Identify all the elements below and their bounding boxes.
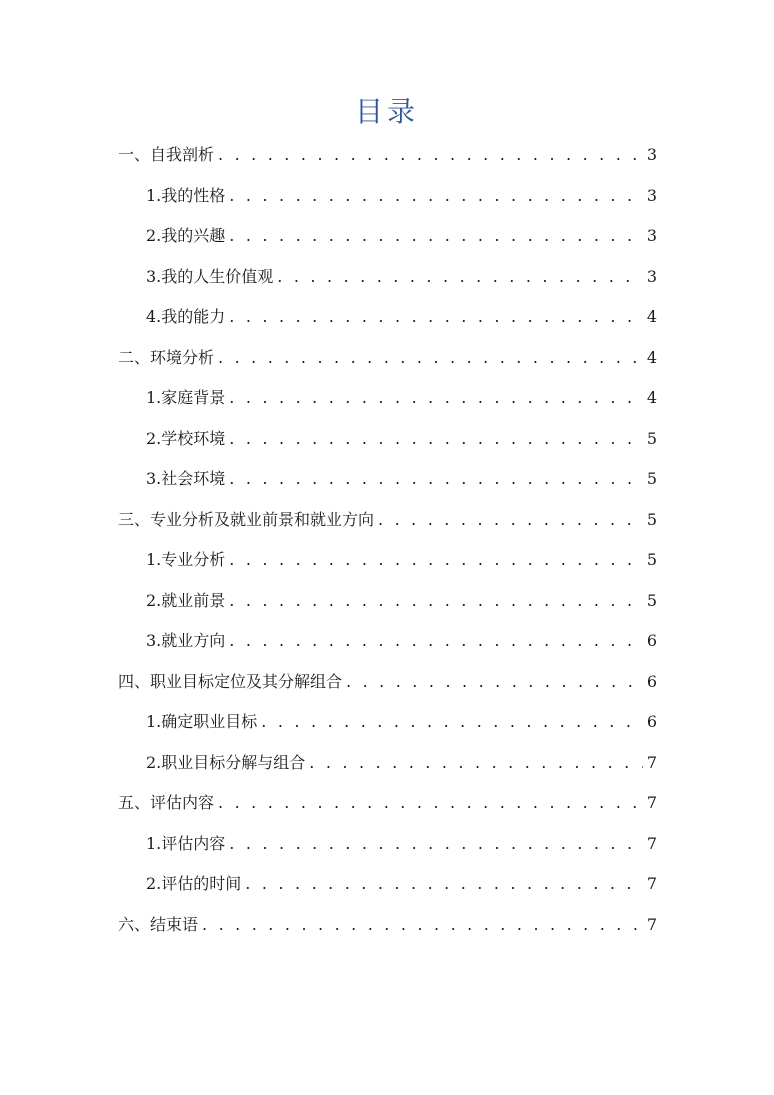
dot-leader xyxy=(229,621,643,661)
toc-page-number: 7 xyxy=(646,793,657,812)
dot-leader xyxy=(261,702,643,742)
toc-entry-label: 2.我的兴趣 xyxy=(146,226,226,245)
toc-entry[interactable] xyxy=(146,581,657,621)
toc-page-number: 5 xyxy=(646,590,657,610)
toc-page-number: 7 xyxy=(646,833,657,853)
dot-leader xyxy=(202,905,643,945)
toc-entry-label: 3.我的人生价值观 xyxy=(146,266,274,286)
toc-entry-label: 二、环境分析 xyxy=(118,347,215,367)
toc-page-number: 4 xyxy=(646,347,657,367)
toc-entry[interactable] xyxy=(146,419,657,459)
dot-leader xyxy=(229,419,643,459)
toc-page-number: 7 xyxy=(646,914,657,934)
dot-leader xyxy=(229,378,643,418)
dot-leader xyxy=(277,257,643,297)
toc-entry-label: 2.评估的时间 xyxy=(146,874,242,893)
toc-entry-label: 六、结束语 xyxy=(118,914,199,934)
toc-page-number: 6 xyxy=(646,712,657,731)
toc-entry-label: 3.社会环境 xyxy=(146,469,226,488)
toc-entry[interactable] xyxy=(146,743,657,783)
toc-entry-label: 3.就业方向 xyxy=(146,631,226,650)
dot-leader xyxy=(378,500,643,540)
toc-entry[interactable] xyxy=(118,500,657,540)
toc-entry-label: 1.评估内容 xyxy=(146,833,226,853)
dot-leader xyxy=(309,743,643,783)
toc-page-number: 7 xyxy=(646,874,657,893)
toc-entry[interactable] xyxy=(146,864,657,904)
toc-entry[interactable] xyxy=(146,702,657,742)
toc-entry[interactable] xyxy=(118,338,657,378)
dot-leader xyxy=(229,540,643,580)
dot-leader xyxy=(218,135,643,175)
toc-entry[interactable] xyxy=(118,135,657,175)
toc-title: 目录 xyxy=(354,95,419,128)
toc-entry[interactable] xyxy=(146,824,657,864)
toc-entry[interactable] xyxy=(118,662,657,702)
toc-page-number: 6 xyxy=(646,631,657,650)
dot-leader xyxy=(218,783,643,823)
dot-leader xyxy=(229,581,643,621)
toc-page-number: 7 xyxy=(646,752,657,772)
toc-entry[interactable] xyxy=(146,540,657,580)
toc-page-number: 3 xyxy=(646,266,657,286)
toc-entry[interactable] xyxy=(146,216,657,256)
toc-entry[interactable] xyxy=(146,297,657,337)
toc-page-number: 5 xyxy=(646,428,657,448)
toc-entry-label: 五、评估内容 xyxy=(118,793,215,812)
toc-entry-label: 1.家庭背景 xyxy=(146,388,226,407)
toc-entry[interactable] xyxy=(146,176,657,216)
toc-entry-label: 四、职业目标定位及其分解组合 xyxy=(118,671,343,691)
dot-leader xyxy=(218,338,643,378)
toc-entry-label: 1.确定职业目标 xyxy=(146,712,258,731)
toc-entry-label: 三、专业分析及就业前景和就业方向 xyxy=(118,509,375,529)
toc-page-number: 5 xyxy=(646,509,657,529)
dot-leader xyxy=(229,176,643,216)
toc-entry-label: 4.我的能力 xyxy=(146,307,226,326)
toc-entry[interactable] xyxy=(146,257,657,297)
toc-entry-label: 一、自我剖析 xyxy=(118,145,215,164)
toc-page-number: 3 xyxy=(646,226,657,245)
toc-page-number: 3 xyxy=(646,185,657,205)
dot-leader xyxy=(245,864,643,904)
dot-leader xyxy=(229,297,643,337)
toc-entry-label: 2.学校环境 xyxy=(146,428,226,448)
toc-entry-label: 1.我的性格 xyxy=(146,185,226,205)
toc-entry[interactable] xyxy=(118,783,657,823)
toc-page-number: 5 xyxy=(646,469,657,488)
toc-entry-label: 2.就业前景 xyxy=(146,590,226,610)
toc-entry[interactable] xyxy=(146,378,657,418)
toc-page-number: 3 xyxy=(646,145,657,164)
dot-leader xyxy=(229,459,643,499)
dot-leader xyxy=(229,824,643,864)
toc-page-number: 5 xyxy=(646,550,657,569)
toc-entry-label: 1.专业分析 xyxy=(146,550,226,569)
dot-leader xyxy=(346,662,643,702)
toc-entry[interactable] xyxy=(118,905,657,945)
toc-page-number: 6 xyxy=(646,671,657,691)
toc-page-number: 4 xyxy=(646,307,657,326)
toc-entry[interactable] xyxy=(146,621,657,661)
toc-entry-label: 2.职业目标分解与组合 xyxy=(146,752,306,772)
dot-leader xyxy=(229,216,643,256)
toc-page-number: 4 xyxy=(646,388,657,407)
toc-entry[interactable] xyxy=(146,459,657,499)
